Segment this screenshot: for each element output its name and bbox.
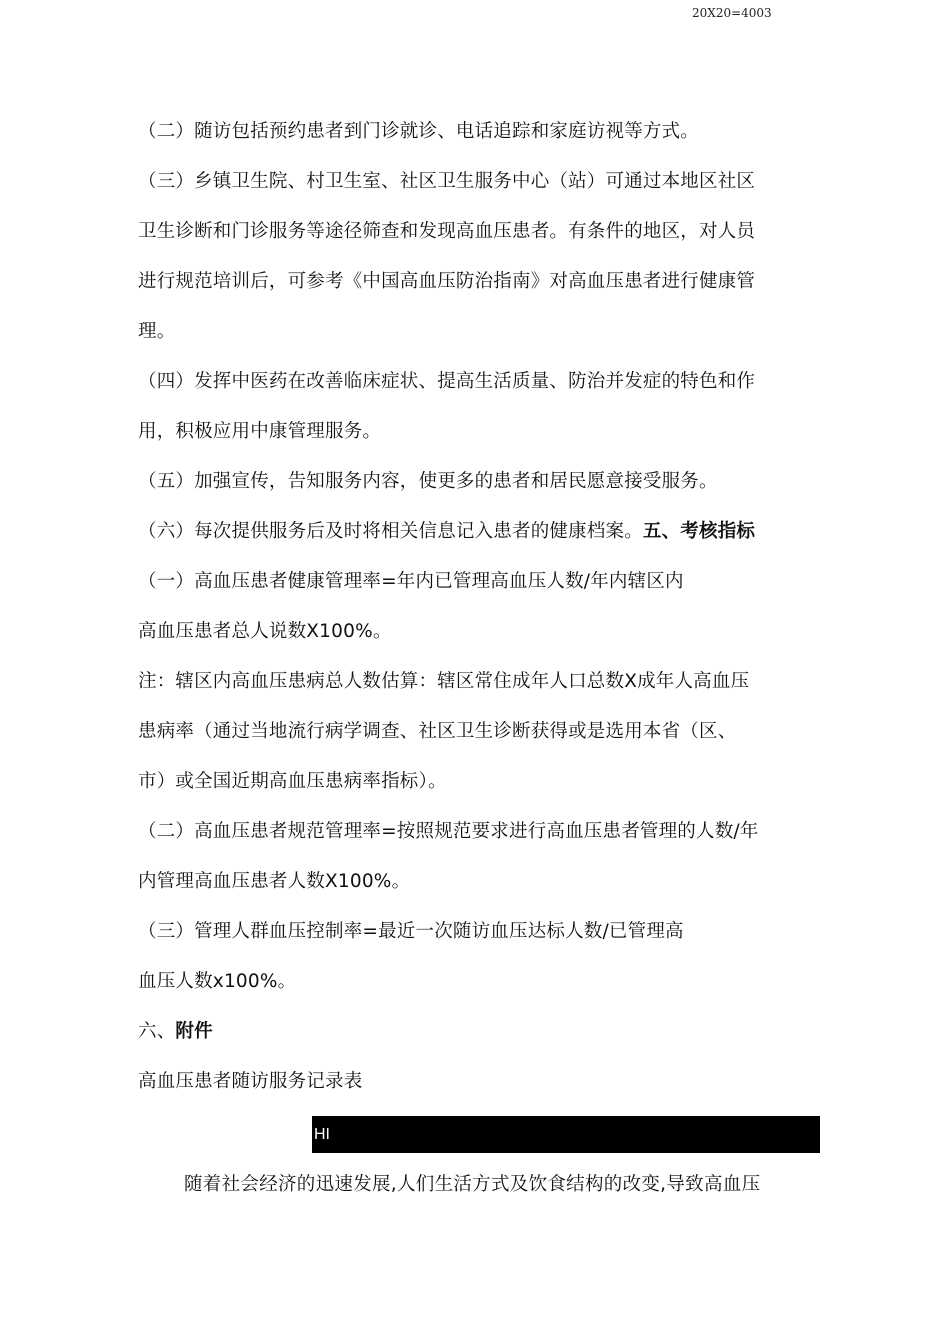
section-heading-assessment: 五、考核指标 — [642, 521, 756, 542]
paragraph-line: 高血压患者总人说数X100%。 — [138, 621, 392, 642]
paragraph-line: 血压人数x100%。 — [138, 971, 297, 992]
paragraph-line: 卫生诊断和门诊服务等途径筛查和发现高血压患者。有条件的地区，对人员 — [138, 221, 756, 242]
paragraph-line-with-heading — [138, 507, 828, 557]
document-body — [138, 107, 828, 1107]
note-line: 市）或全国近期高血压患病率指标）。 — [138, 771, 447, 792]
attachment-heading: 附件 — [175, 1021, 213, 1042]
paragraph-line: 进行规范培训后，可参考《中国高血压防治指南》对高血压患者进行健康管 — [138, 271, 756, 292]
paragraph-line: （二）随访包括预约患者到门诊就诊、电话追踪和家庭访视等方式。 — [138, 121, 700, 142]
section-number: 六、 — [138, 1021, 176, 1042]
attachment-title: 高血压患者随访服务记录表 — [138, 1071, 363, 1092]
black-banner — [312, 1116, 820, 1153]
section-heading-attachment — [138, 1007, 828, 1057]
banner-label: HI — [314, 1126, 330, 1143]
paragraph-line: 内管理高血压患者人数X100%。 — [138, 871, 411, 892]
paragraph-line: （三）乡镇卫生院、村卫生室、社区卫生服务中心（站）可通过本地区社区 — [138, 171, 756, 192]
note-line: 注：辖区内高血压患病总人数估算：辖区常住成年人口总数X成年人高血压 — [138, 671, 750, 692]
note-line: 患病率（通过当地流行病学调查、社区卫生诊断获得或是选用本省（区、 — [138, 721, 737, 742]
paragraph-text: （六）每次提供服务后及时将相关信息记入患者的健康档案。 — [138, 521, 643, 542]
paragraph-line: （二）高血压患者规范管理率=按照规范要求进行高血压患者管理的人数/年 — [138, 821, 759, 842]
paragraph-line: 用，积极应用中康管理服务。 — [138, 421, 382, 442]
page-header-code: 20X20=4003 — [692, 6, 772, 20]
paragraph-line: （一）高血压患者健康管理率=年内已管理高血压人数/年内辖区内 — [138, 571, 684, 592]
paragraph-line: （四）发挥中医药在改善临床症状、提高生活质量、防治并发症的特色和作 — [138, 371, 756, 392]
intro-paragraph-line: 随着社会经济的迅速发展,人们生活方式及饮食结构的改变,导致高血压 — [184, 1174, 761, 1195]
paragraph-line: （五）加强宣传，告知服务内容，使更多的患者和居民愿意接受服务。 — [138, 471, 718, 492]
paragraph-line: （三）管理人群血压控制率=最近一次随访血压达标人数/已管理高 — [138, 921, 684, 942]
paragraph-line: 理。 — [138, 321, 176, 342]
